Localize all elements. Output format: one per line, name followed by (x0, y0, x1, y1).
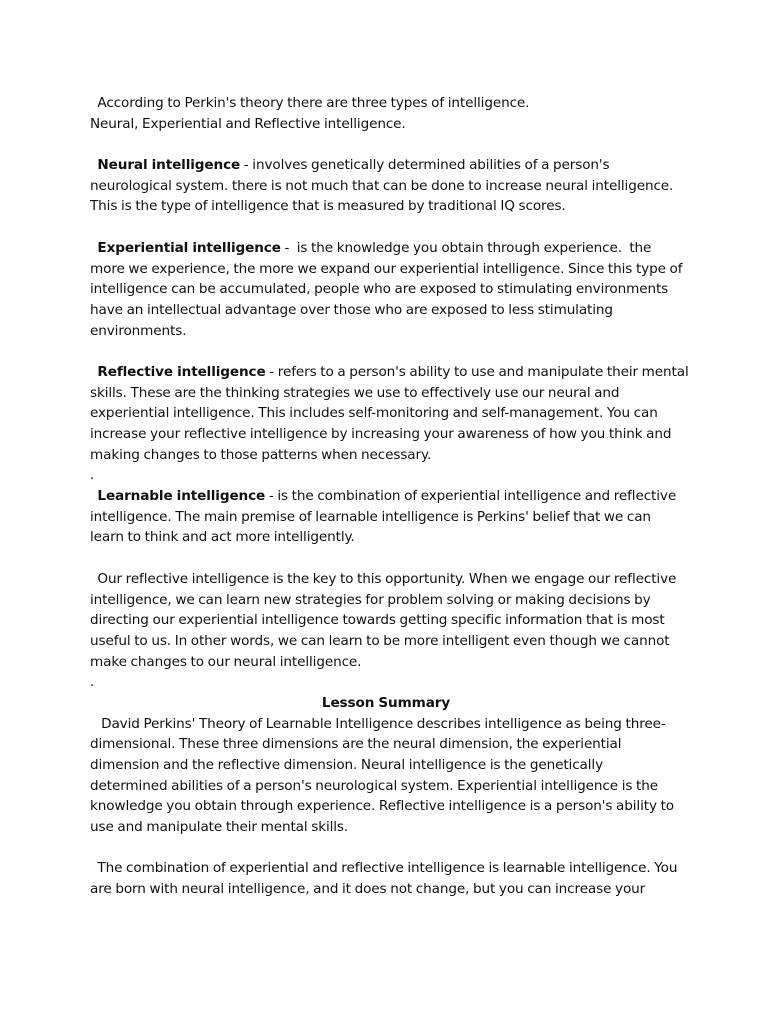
learnable-definition-start: - is the combination of experiential intelligence and reflective (265, 488, 677, 505)
reflective-paragraph-line-5: making changes to those patterns when necessary. (90, 446, 432, 463)
opportunity-paragraph-line-4: useful to us. In other words, we can learn to be more intelligent even though we cannot (90, 632, 670, 649)
learnable-paragraph-line-1 (90, 486, 690, 507)
spacer (90, 838, 690, 859)
summary-paragraph-2-line-2: are born with neural intelligence, and it does not change, but you can increase your (90, 881, 646, 898)
summary-paragraph-1-line-2: dimensional. These three dimensions are the neural dimension, the experiential (90, 736, 622, 753)
document-body (90, 93, 690, 900)
experiential-term: Experiential intelligence (97, 239, 281, 256)
neural-term: Neural intelligence (97, 157, 241, 174)
experiential-paragraph-line-1 (90, 238, 690, 259)
learnable-paragraph-line-3: learn to think and act more intelligently. (90, 529, 355, 546)
summary-paragraph-1-line-1: David Perkins' Theory of Learnable Intelligence describes intelligence as being three- (90, 715, 666, 732)
spacer (90, 341, 690, 362)
reflective-paragraph-line-4: increase your reflective intelligence by increasing your awareness of how you think and (90, 426, 672, 442)
learnable-paragraph-line-2: intelligence. The main premise of learnable intelligence is Perkins' belief that we can (90, 508, 651, 525)
reflective-paragraph-line-3: experiential intelligence. This includes self-monitoring and self-management. You can (90, 405, 658, 422)
spacer (90, 134, 690, 155)
experiential-paragraph-line-5: environments. (90, 322, 187, 339)
neural-paragraph-line-3: This is the type of intelligence that is measured by traditional IQ scores. (90, 198, 566, 215)
experiential-paragraph-line-3: intelligence can be accumulated, people who are exposed to stimulating environments (90, 281, 669, 298)
opportunity-paragraph-line-1: Our reflective intelligence is the key to this opportunity. When we engage our reflective (90, 570, 677, 587)
neural-paragraph-line-1 (90, 155, 690, 176)
reflective-definition-start: - refers to a person's ability to use and manipulate their mental (265, 363, 689, 380)
reflective-paragraph-line-1 (90, 362, 690, 383)
spacer (90, 217, 690, 238)
neural-paragraph-line-2: neurological system. there is not much that can be done to increase neural intelligence. (90, 177, 674, 194)
experiential-paragraph-line-2: more we experience, the more we expand our experiential intelligence. Since this type of (90, 260, 683, 277)
opportunity-paragraph-line-3: directing our experiential intelligence towards getting specific information that is most (90, 612, 665, 629)
summary-paragraph-2-line-1: The combination of experiential and reflective intelligence is learnable intelligence. You (90, 860, 678, 877)
reflective-term: Reflective intelligence (97, 363, 266, 380)
reflective-paragraph-line-2: skills. These are the thinking strategies we use to effectively use our neural and (90, 384, 620, 401)
learnable-term: Learnable intelligence (97, 488, 266, 505)
reflective-dot: . (90, 467, 95, 484)
spacer (90, 548, 690, 569)
summary-paragraph-1-line-5: knowledge you obtain through experience. Reflective intelligence is a person's ability to (90, 798, 674, 815)
experiential-paragraph-line-4: have an intellectual advantage over those who are exposed to less stimulating (90, 301, 613, 318)
summary-paragraph-1-line-4: determined abilities of a person's neurological system. Experiential intelligence is the (90, 777, 658, 794)
intro-line-2: Neural, Experiential and Reflective intelligence. (90, 115, 406, 132)
summary-paragraph-1-line-6: use and manipulate their mental skills. (90, 819, 349, 836)
neural-definition-start: - involves genetically determined abilities of a person's (240, 157, 610, 174)
lesson-summary-heading: Lesson Summary (321, 694, 451, 711)
summary-paragraph-1-line-3: dimension and the reflective dimension. Neural intelligence is the genetically (90, 757, 603, 773)
opportunity-paragraph-line-5: make changes to our neural intelligence. (90, 653, 362, 670)
intro-line-1: According to Perkin's theory there are three types of intelligence. (90, 95, 530, 111)
opportunity-dot: . (90, 674, 95, 691)
opportunity-paragraph-line-2: intelligence, we can learn new strategies for problem solving or making decisions by (90, 591, 651, 608)
experiential-definition-start: - is the knowledge you obtain through experience. the (280, 239, 652, 256)
